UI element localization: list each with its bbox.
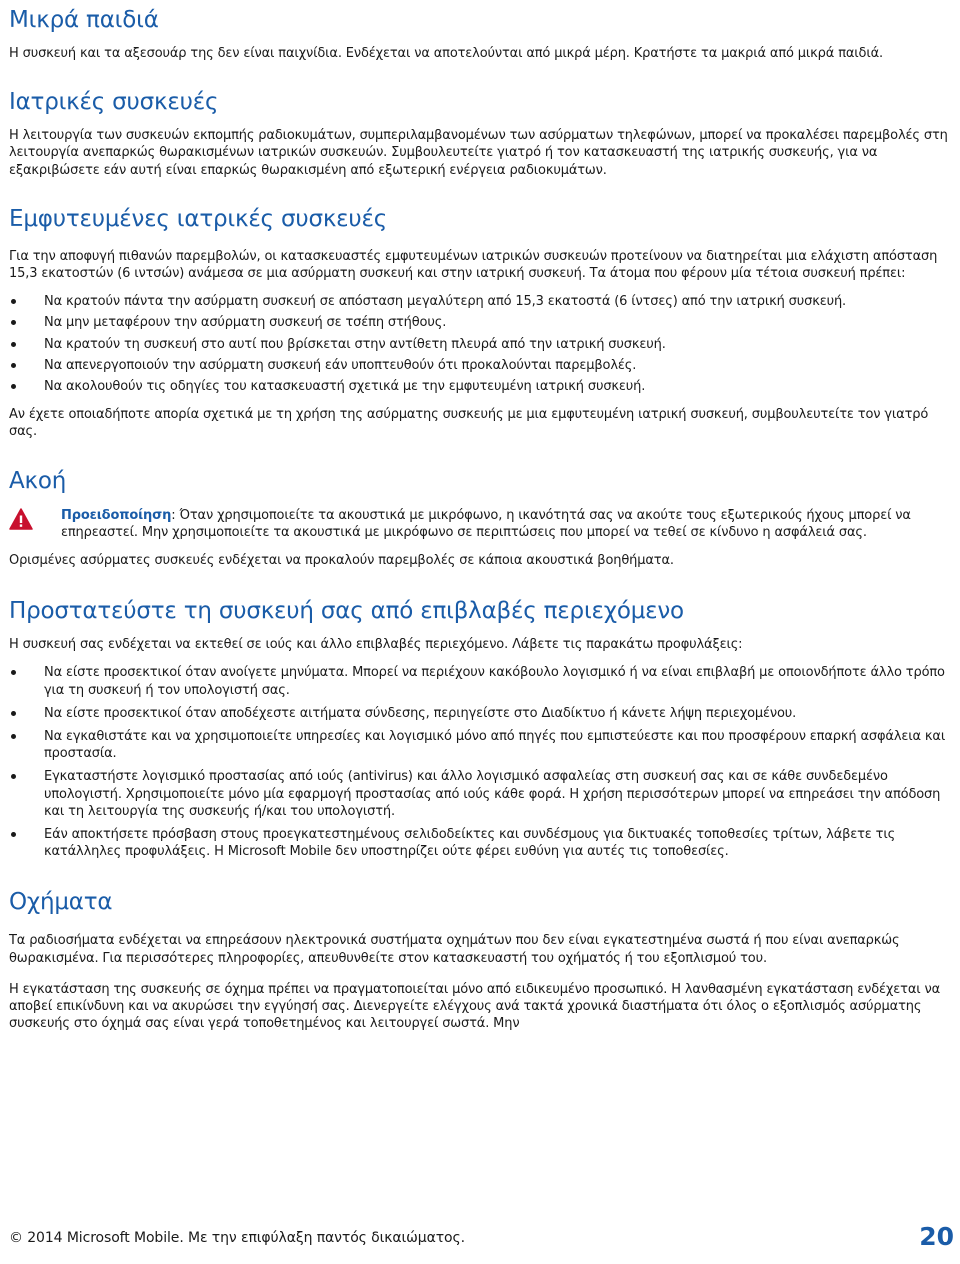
vehicles-paragraph-2: Η εγκατάσταση της συσκευής σε όχημα πρέπει να πραγματοποιείται μόνο από ειδικευμένο προσωπικό. Η λανθασμένη εγκατάσταση ενδέχεται να αποβεί επικίνδυνη και να ακυρώσει την εγγύησή σας. Διενεργείτε ελέγχους ανά τακτά χρονικά διαστήματα ότι όλος ο εξοπλισμός ασύρματης συσκευής στο όχημά σας είναι γερά τοποθετημένος και λειτουργεί σωστά. Μην [9, 981, 940, 1032]
warning-body: : Όταν χρησιμοποιείτε τα ακουστικά με μικρόφωνο, η ικανότητά σας να ακούτε τους εξωτερικούς ήχους μπορεί να επηρεαστεί. Μην χρησιμοποιείτε τα ακουστικά με μικρόφωνο σε περιπτώσεις που μπορεί να τεθεί σε κίνδυνο η ασφάλειά σας. [61, 507, 911, 540]
protect-intro: Η συσκευή σας ενδέχεται να εκτεθεί σε ιούς και άλλο επιβλαβές περιεχόμενο. Λάβετε τις παρακάτω προφυλάξεις: [9, 637, 743, 653]
list-item: Να είστε προσεκτικοί όταν ανοίγετε μηνύματα. Μπορεί να περιέχουν κακόβουλο λογισμικό ή να είναι επιβλαβή με οποιονδήποτε άλλο τρόπο για τη συσκευή ή τον υπολογιστή σας. [9, 664, 955, 698]
list-item: Να ακολουθούν τις οδηγίες του κατασκευαστή σχετικά με την εμφυτευμένη ιατρική συσκευή. [9, 378, 955, 395]
list-item: Να εγκαθιστάτε και να χρησιμοποιείτε υπηρεσίες και λογισμικό μόνο από πηγές που εμπιστεύεστε και που προσφέρουν επαρκή ασφάλεια και προστασία. [9, 728, 955, 762]
list-item: Να είστε προσεκτικοί όταν αποδέχεστε αιτήματα σύνδεσης, περιηγείστε στο Διαδίκτυο ή κάνετε λήψη περιεχομένου. [9, 705, 955, 722]
vehicles-paragraph-1: Τα ραδιοσήματα ενδέχεται να επηρεάσουν ηλεκτρονικά συστήματα οχημάτων που δεν είναι εγκατεστημένα σωστά ή που είναι ανεπαρκώς θωρακισμένα. Για περισσότερες πληροφορίες, απευθυνθείτε στον κατασκευαστή του οχήματός ή του εξοπλισμού του. [9, 933, 900, 966]
list-item: Να κρατούν πάντα την ασύρματη συσκευή σε απόσταση μεγαλύτερη από 15,3 εκατοστά (6 ίντσες) από την ιατρική συσκευή. [9, 293, 955, 310]
list-item: Εγκαταστήστε λογισμικό προστασίας από ιούς (antivirus) και άλλο λογισμικό ασφαλείας στη συσκευή σας και σε κάθε συνδεδεμένο υπολογιστή. Χρησιμοποιείτε μόνο μία εφαρμογή προστασίας από ιούς κάθε φορά. Η χρήση περισσότερων μπορεί να επηρεάσει την απόδοση και τη λειτουργία της συσκευής ή/και του υπολογιστή. [9, 768, 955, 820]
medical-paragraph: Η λειτουργία των συσκευών εκπομπής ραδιοκυμάτων, συμπεριλαμβανομένων των ασύρματων τηλεφώνων, μπορεί να προκαλέσει παρεμβολές στη λειτουργία ανεπαρκώς θωρακισμένων ιατρικών συσκευών. Συμβουλευτείτε γιατρό ή τον κατασκευαστή της ιατρικής συσκευής, για να εξακριβώσετε εάν αυτή είναι επαρκώς θωρακισμένη από εξωτερική ενέργεια ραδιοκυμάτων. [9, 128, 948, 178]
warning-block [9, 507, 955, 541]
warning-text [61, 507, 955, 541]
implanted-intro: Για την αποφυγή πιθανών παρεμβολών, οι κατασκευαστές εμφυτευμένων ιατρικών συσκευών προτείνουν να διατηρείται μια ελάχιστη απόσταση 15,3 εκατοστών (6 ιντσών) ανάμεσα σε μια ασύρματη συσκευή και στην ιατρική συσκευή. Τα άτομα που φέρουν μία τέτοια συσκευή πρέπει: [9, 248, 938, 282]
section-title-vehicles: Οχήματα [9, 889, 113, 916]
implanted-list [9, 293, 955, 395]
page-number: 20 [919, 1222, 954, 1251]
warning-label: Προειδοποίηση [61, 507, 172, 523]
document-page [9, 0, 955, 1033]
warning-triangle-icon [9, 507, 61, 534]
section-title-protect: Προστατεύστε τη συσκευή σας από επιβλαβές περιεχόμενο [9, 598, 684, 625]
footer-copyright: © 2014 Microsoft Mobile. Με την επιφύλαξη παντός δικαιώματος. [9, 1230, 465, 1246]
protect-list [9, 664, 955, 860]
list-item: Να απενεργοποιούν την ασύρματη συσκευή εάν υποπτευθούν ότι προκαλούνται παρεμβολές. [9, 357, 955, 374]
hearing-paragraph: Ορισμένες ασύρματες συσκευές ενδέχεται να προκαλούν παρεμβολές σε κάποια ακουστικά βοηθήματα. [9, 553, 674, 569]
section-title-implanted: Εμφυτευμένες ιατρικές συσκευές [9, 205, 388, 232]
implanted-outro: Αν έχετε οποιαδήποτε απορία σχετικά με τη χρήση της ασύρματης συσκευής με μια εμφυτευμένη ιατρική συσκευή, συμβουλευτείτε τον γιατρό σας. [9, 407, 929, 440]
list-item: Να κρατούν τη συσκευή στο αυτί που βρίσκεται στην αντίθετη πλευρά από την ιατρική συσκευή. [9, 336, 955, 353]
section-title-children: Μικρά παιδιά [9, 7, 159, 33]
children-paragraph: Η συσκευή και τα αξεσουάρ της δεν είναι παιχνίδια. Ενδέχεται να αποτελούνται από μικρά μέρη. Κρατήστε τα μακριά από μικρά παιδιά. [9, 46, 883, 61]
list-item: Να μην μεταφέρουν την ασύρματη συσκευή σε τσέπη στήθους. [9, 314, 955, 331]
section-title-medical: Ιατρικές συσκευές [9, 89, 219, 116]
section-title-hearing: Ακοή [9, 467, 67, 494]
list-item: Εάν αποκτήσετε πρόσβαση στους προεγκατεστημένους σελιδοδείκτες και συνδέσμους για δικτυακές τοποθεσίες τρίτων, λάβετε τις κατάλληλες προφυλάξεις. Η Microsoft Mobile δεν υποστηρίζει ούτε φέρει ευθύνη για αυτές τις τοποθεσίες. [9, 826, 955, 860]
